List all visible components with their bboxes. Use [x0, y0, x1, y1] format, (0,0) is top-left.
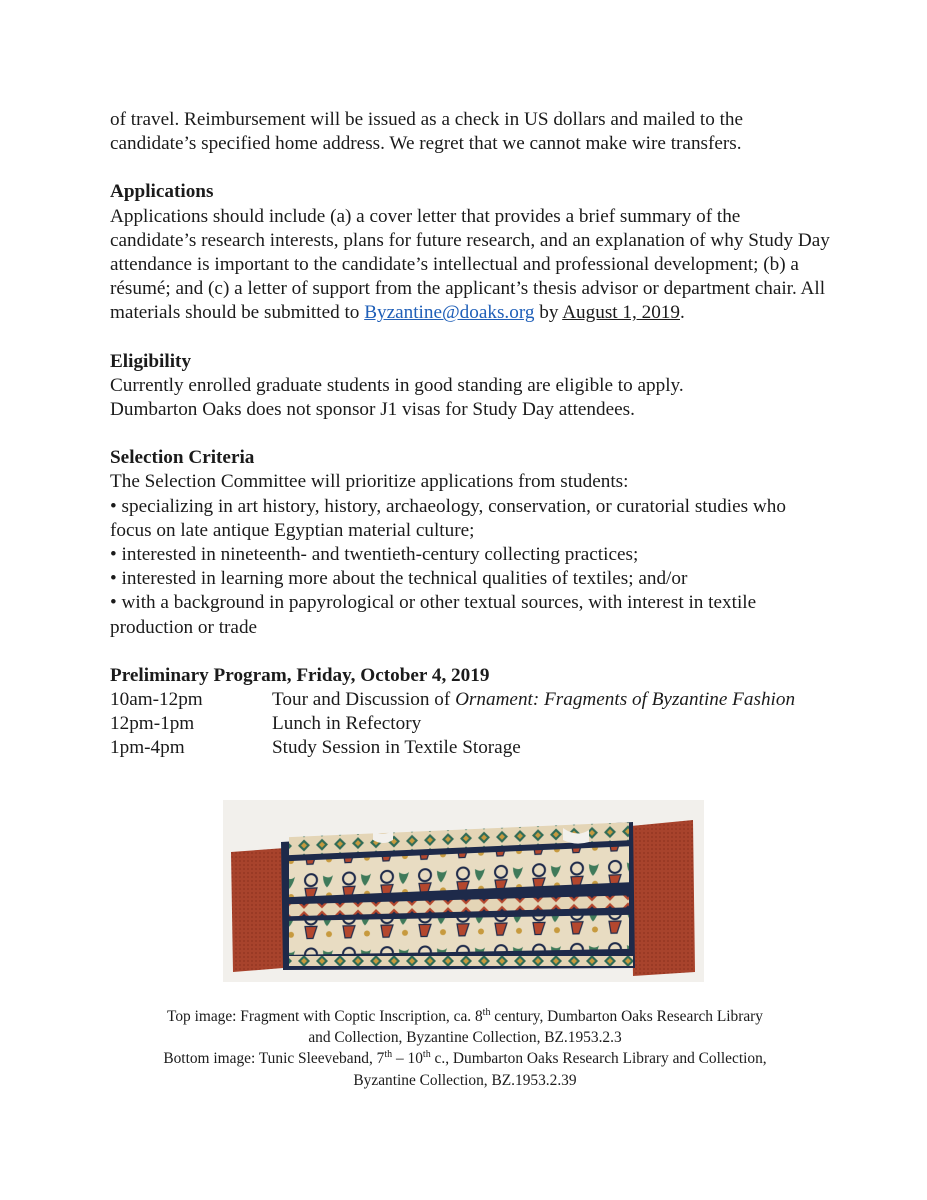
program-heading: Preliminary Program, Friday, October 4, 2019: [110, 664, 490, 686]
program-row: [110, 712, 830, 736]
caption-text: Bottom image: Tunic Sleeveband, 7: [163, 1050, 385, 1068]
caption-text: c., Dumbarton Oaks Research Library and Collection,: [430, 1050, 767, 1068]
selection-bullet: • with a background in papyrological or other textual sources, with interest in textile production or trade: [110, 592, 757, 638]
caption-top-line-1: [110, 1006, 820, 1027]
applications-heading: Applications: [110, 181, 214, 203]
selection-bullet: • specializing in art history, history, archaeology, conservation, or curatorial studies who focus on late antique Egyptian material culture;: [110, 495, 786, 541]
exhibition-title: Ornament: Fragments of Byzantine Fashion: [455, 689, 796, 711]
intro-line-2: candidate’s specified home address. We regret that we cannot make wire transfers.: [110, 133, 742, 155]
figure-caption: [110, 1006, 820, 1091]
caption-superscript: th: [482, 1006, 491, 1018]
intro-line-1: of travel. Reimbursement will be issued as a check in US dollars and mailed to the: [110, 109, 744, 130]
textile-drawing: [223, 800, 704, 982]
applications-by: by: [534, 302, 563, 324]
selection-intro: The Selection Committee will prioritize applications from students:: [110, 471, 629, 493]
program-time: 12pm-1pm: [110, 713, 195, 735]
program-event: Lunch in Refectory: [272, 713, 422, 735]
textile-image: [223, 800, 704, 982]
program-event-text: Tour and Discussion of: [272, 689, 456, 711]
caption-top-line-2: and Collection, Byzantine Collection, BZ.1953.2.3: [308, 1029, 622, 1047]
selection-heading: Selection Criteria: [110, 447, 255, 469]
eligibility-heading: Eligibility: [110, 350, 192, 372]
caption-text: century, Dumbarton Oaks Research Library: [490, 1008, 763, 1025]
selection-bullet: • interested in nineteenth- and twentieth-century collecting practices;: [110, 544, 639, 566]
eligibility-line-1: Currently enrolled graduate students in good standing are eligible to apply.: [110, 374, 684, 396]
program-event: [272, 688, 795, 712]
applications-text: [110, 205, 830, 326]
caption-text: Top image: Fragment with Coptic Inscription, ca. 8: [167, 1008, 483, 1025]
document-page: [110, 108, 830, 761]
caption-superscript: th: [384, 1049, 393, 1061]
caption-superscript: th: [422, 1049, 431, 1061]
caption-bottom-line-2: Byzantine Collection, BZ.1953.2.39: [353, 1071, 577, 1089]
program-time: 1pm-4pm: [110, 737, 185, 759]
program-time: 10am-12pm: [110, 689, 203, 711]
selection-bullet: • interested in learning more about the technical qualities of textiles; and/or: [110, 568, 688, 590]
program-row: [110, 688, 830, 712]
applications-end: .: [680, 302, 685, 324]
caption-bottom-line-1: [110, 1048, 820, 1069]
program-row: [110, 736, 830, 760]
eligibility-line-2: Dumbarton Oaks does not sponsor J1 visas for Study Day attendees.: [110, 399, 635, 421]
email-link[interactable]: Byzantine@doaks.org: [364, 302, 535, 324]
caption-text: – 10: [392, 1050, 423, 1068]
program-event: Study Session in Textile Storage: [272, 737, 521, 759]
applications-body: Applications should include (a) a cover letter that provides a brief summary of the candidate’s research interests, plans for future research, and an explanation of why Study Day attendance is important to the candidate’s intellectual and professional development; (b) a résumé; and (c) a letter of support from the applicant’s thesis advisor or department chair. All materials should be submitted to: [110, 205, 830, 324]
deadline-date: August 1, 2019: [562, 302, 680, 324]
